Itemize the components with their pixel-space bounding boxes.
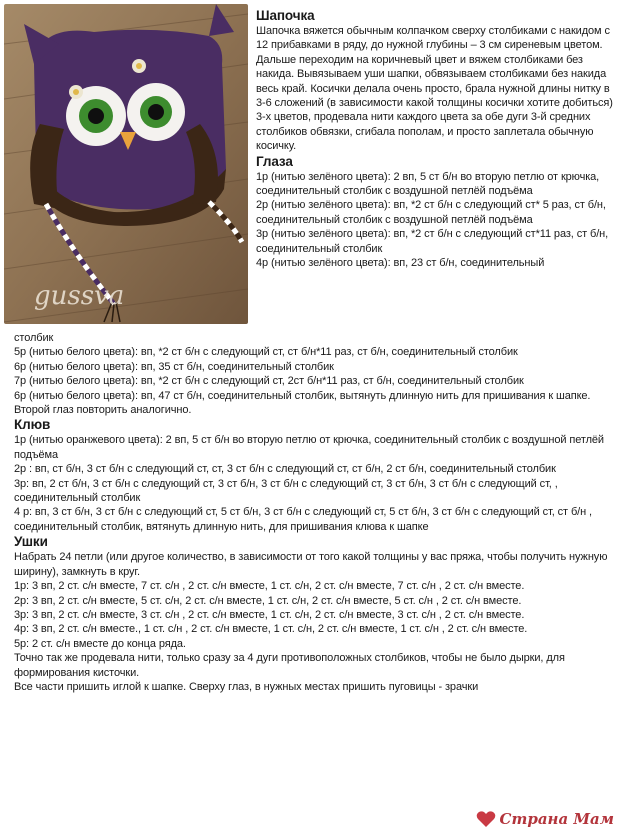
heart-icon <box>476 810 496 828</box>
eyes-row-1: 1р (нитью зелёного цвета): 2 вп, 5 ст б/н во вторую петлю от крючка, соединительный столбик с воздушной петлёй подъёма <box>256 170 600 198</box>
eyes-row-6b: 6р (нитью белого цвета): вп, 47 ст б/н, соединительный столбик, вытянуть длинную нить для пришивания к шапке. <box>14 389 591 402</box>
section-title-beak: Клюв <box>14 417 51 433</box>
ears-row-4: 4р: 3 вп, 2 ст. с/н вместе., 1 ст. с/н , 2 ст. с/н вместе, 1 ст. с/н, 2 ст. с/н вместе, 1 ст. с/н , 2 ст. с/н вместе. <box>14 623 528 636</box>
eyes-row-4-end: столбик <box>14 332 54 344</box>
hat-section <box>256 8 614 271</box>
photo-watermark: gussva <box>34 281 125 311</box>
hat-flower-right <box>132 59 146 73</box>
beak-row-3: 3р: вп, 2 ст б/н, 3 ст б/н с следующий ст, 3 ст б/н, 3 ст б/н с следующий ст, 3 ст б/н, 3 ст б/н с следующий ст, , соединительный столбик <box>14 477 558 505</box>
ears-final-note: Все части пришить иглой к шапке. Сверху глаз, в нужных местах пришить пуговицы - зрачки <box>14 680 479 693</box>
ears-row-3: 3р: 3 вп, 2 ст. с/н вместе, 3 ст. с/н , 2 ст. с/н вместе, 1 ст. с/н, 2 ст. с/н вместе, 3 ст. с/н , 2 ст. с/н вместе. <box>14 608 525 621</box>
beak-row-4: 4 р: вп, 3 ст б/н, 3 ст б/н с следующий ст, 5 ст б/н, 3 ст б/н с следующий ст, 5 ст б/н, 3 ст б/н с следующий ст, ст б/н , соединительный столбик, вятянуть длинную нить, для пришивания клюва к шапке <box>14 506 592 533</box>
ears-row-2: 2р: 3 вп, 2 ст. с/н вместе, 5 ст. с/н, 2 ст. с/н вместе, 1 ст. с/н, 2 ст. с/н вместе, 5 ст. с/н , 2 ст. с/н вместе. <box>14 594 522 607</box>
site-logo-text: Страна Мам <box>499 810 614 828</box>
eyes-row-5: 5р (нитью белого цвета): вп, *2 ст б/н с следующий ст, ст б/н*11 раз, ст б/н, соединительный столбик <box>14 346 518 359</box>
eyes-row-2: 2р (нитью зелёного цвета): вп, *2 ст б/н с следующий ст* 5 раз, ст б/н, соединительный столбик с воздушной петлёй подъёма <box>256 199 606 226</box>
section-title-ears: Ушки <box>14 534 48 550</box>
hat-flower-left <box>69 85 83 99</box>
ears-row-5: 5р: 2 ст. с/н вместе до конца ряда. <box>14 637 186 650</box>
ears-braids-note: Точно так же продевала нити, только сразу за 4 дуги противоположных столбиков, чтобы не было дырки, для формирования кисточки. <box>14 652 565 679</box>
hat-photo <box>4 4 248 324</box>
site-logo[interactable] <box>476 808 614 830</box>
eyes-row-7: 7р (нитью белого цвета): вп, *2 ст б/н с следующий ст, 2ст б/н*11 раз, ст б/н, соединительный столбик <box>14 375 524 388</box>
ears-intro: Набрать 24 петли (или другое количество, в зависимости от того какой толщины у вас пряжа, чтобы получить нужную ширину), замкнуть в круг. <box>14 551 608 578</box>
beak-row-2: 2р : вп, ст б/н, 3 ст б/н с следующий ст, ст, 3 ст б/н с следующий ст, ст б/н, 2 ст б/н, соединительный столбик <box>14 463 556 476</box>
main-section <box>14 331 614 694</box>
eyes-repeat-note: Второй глаз повторить аналогично. <box>14 404 192 417</box>
section-title-eyes: Глаза <box>256 153 293 169</box>
eyes-row-3: 3р (нитью зелёного цвета): вп, *2 ст б/н с следующий ст*11 раз, ст б/н, соединительный столбик <box>256 228 609 255</box>
eyes-row-4-start: 4р (нитью зелёного цвета): вп, 23 ст б/н, соединительный <box>256 257 545 270</box>
section-title-hat: Шапочка <box>256 8 315 23</box>
beak-row-1: 1р (нитью оранжевого цвета): 2 вп, 5 ст б/н во вторую петлю от крючка, соединительный столбик с воздушной петлёй подъёма <box>14 434 604 461</box>
hat-paragraph: Шапочка вяжется обычным колпачком сверху столбиками с накидом с 12 прибавками в ряду, до нужной глубины – 3 см сиреневым цветом. Дальше переходим на коричневый цвет и вяжем столбиками без накида. Вывязываем уши шапки, обвязываем столбиками без накида весь край. Косички делала очень просто, брала нужной длины нитку в 3-6 сложений (в зависимости какой толщины косички хотите добиться) 3-х цветов, продевала нити каждого цвета за обе дуги 3-й средних столбиков обвязки, сгибала пополам, и просто заплетала обычную косичку. <box>256 25 613 153</box>
eyes-row-6a: 6р (нитью белого цвета): вп, 35 ст б/н, соединительный столбик <box>14 360 334 373</box>
ears-row-1: 1р: 3 вп, 2 ст. с/н вместе, 7 ст. с/н , 2 ст. с/н вместе, 1 ст. с/н, 2 ст. с/н вместе, 7 ст. с/н , 2 ст. с/н вместе. <box>14 580 525 593</box>
